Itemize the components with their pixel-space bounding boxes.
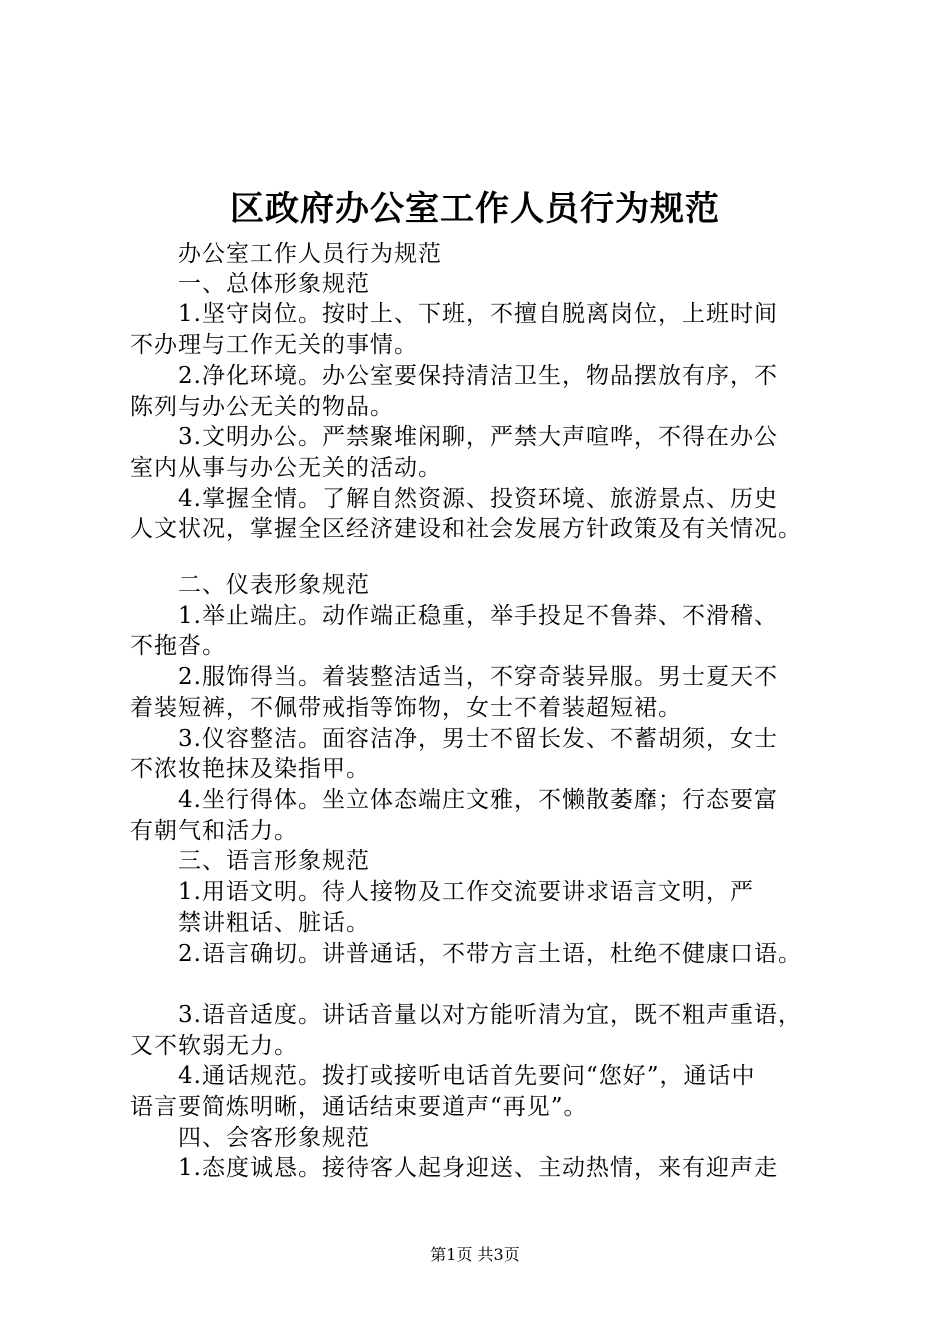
text-line: 不办理与工作无关的事情。: [130, 332, 418, 358]
text-line: 有朝气和活力。: [130, 818, 298, 844]
document-title: 区政府办公室工作人员行为规范: [230, 189, 720, 229]
text-line: 不浓妆艳抹及染指甲。: [130, 756, 370, 782]
text-line: 人文状况，掌握全区经济建设和社会发展方针政策及有关情况。: [130, 516, 802, 542]
text-line: 3.语音适度。讲话音量以对方能听清为宜，既不粗声重语，: [178, 1002, 802, 1028]
section-heading: 四、会客形象规范: [178, 1125, 370, 1151]
text-line: 2.净化环境。办公室要保持清洁卫生，物品摆放有序，不: [178, 363, 778, 389]
text-line: 1.用语文明。待人接物及工作交流要讲求语言文明，严: [178, 879, 754, 905]
text-line: 2.语言确切。讲普通话，不带方言土语，杜绝不健康口语。: [178, 941, 802, 967]
text-line: 2.服饰得当。着装整洁适当，不穿奇装异服。男士夏天不: [178, 664, 778, 690]
text-line: 办公室工作人员行为规范: [178, 241, 442, 267]
text-line: 4.坐行得体。坐立体态端庄文雅，不懒散萎靡；行态要富: [178, 787, 778, 813]
text-line: 3.仪容整洁。面容洁净，男士不留长发、不蓄胡须，女士: [178, 726, 778, 752]
text-line: 室内从事与办公无关的活动。: [130, 455, 442, 481]
text-line: 1.态度诚恳。接待客人起身迎送、主动热情，来有迎声走: [178, 1155, 778, 1181]
text-line: 1.举止端庄。动作端正稳重，举手投足不鲁莽、不滑稽、: [178, 603, 778, 629]
text-line: 4.通话规范。拨打或接听电话首先要问“您好”，通话中: [178, 1063, 756, 1089]
section-heading: 一、总体形象规范: [178, 271, 370, 297]
text-line: 语言要简炼明晰，通话结束要道声“再见”。: [130, 1094, 588, 1120]
text-line: 又不软弱无力。: [130, 1033, 298, 1059]
text-line: 着装短裤，不佩带戒指等饰物，女士不着装超短裙。: [130, 695, 682, 721]
section-heading: 三、语言形象规范: [178, 848, 370, 874]
text-line: 4.掌握全情。了解自然资源、投资环境、旅游景点、历史: [178, 486, 778, 512]
text-line: 不拖沓。: [130, 633, 226, 659]
text-line: 陈列与办公无关的物品。: [130, 394, 394, 420]
text-line: 1.坚守岗位。按时上、下班，不擅自脱离岗位，上班时间: [178, 301, 778, 327]
text-line: 3.文明办公。严禁聚堆闲聊，严禁大声喧哗，不得在办公: [178, 424, 778, 450]
text-line: 禁讲粗话、脏话。: [178, 910, 370, 936]
page-footer: 第1页 共3页: [430, 1245, 520, 1264]
section-heading: 二、仪表形象规范: [178, 572, 370, 598]
